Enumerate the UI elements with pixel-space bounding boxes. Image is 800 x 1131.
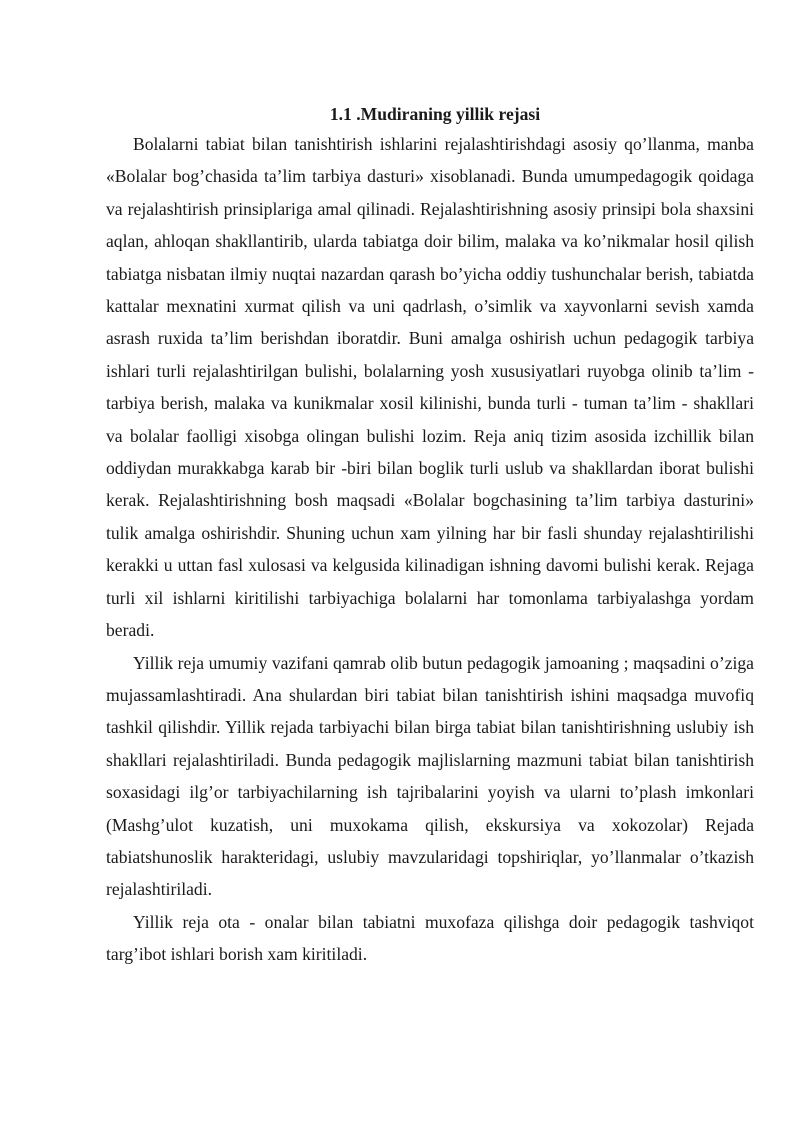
- section-title: 1.1 .Mudiraning yillik rejasi: [329, 104, 541, 124]
- paragraph-1: Bolalarni tabiat bilan tanishtirish ishlarini rejalashtirishdagi asosiy qo’llanma, manba «Bolalar bog’chasida ta’lim tarbiya dasturi» xisoblanadi. Bunda umumpedagogik qoidaga va rejalashtirish prinsiplariga amal qilinadi. Rejalashtirishning asosiy prinsipi bola shaxsini aqlan, ahloqan shakllantirib, ularda tabiatga doir bilim, malaka va ko’nikmalar hosil qilish tabiatga nisbatan ilmiy nuqtai nazardan qarash bo’yicha oddiy tushunchalar berish, tabiatda kattalar mexnatini xurmat qilish va uni qadrlash, o’simlik va xayvonlarni sevish xamda asrash ruxida ta’lim berishdan iboratdir. Buni amalga oshirish uchun pedagogik tarbiya ishlari turli rejalashtirilgan bulishi, bolalarning yosh xususiyatlari ruyobga olinib ta’lim - tarbiya berish, malaka va kunikmalar xosil kilinishi, bunda turli - tuman ta’lim - shakllari va bolalar faolligi xisobga olingan bulishi lozim. Reja aniq tizim asosida izchillik bilan oddiydan murakkabga karab bir -biri bilan boglik turli uslub va shakllardan iborat bulishi kerak. Rejalashtirishning bosh maqsadi «Bolalar bogchasining ta’lim tarbiya dasturini» tulik amalga oshirishdir. Shuning uchun xam yilning har bir fasli shunday rejalashtirilishi kerakki u uttan fasl xulosasi va kelgusida kilinadigan ishning davomi bulishi kerak. Rejaga turli xil ishlarni kiritilishi tarbiyachiga bolalarni har tomonlama tarbiyalashga yordam beradi.: [106, 134, 754, 641]
- document-body: [106, 100, 754, 971]
- paragraph-3: Yillik reja ota - onalar bilan tabiatni muxofaza qilishga doir pedagogik tashviqot targ’ibot ishlari borish xam kiritiladi.: [106, 911, 754, 965]
- paragraph-2: Yillik reja umumiy vazifani qamrab olib butun pedagogik jamoaning ; maqsadini o’ziga mujassamlashtiradi. Ana shulardan biri tabiat bilan tanishtirish ishini maqsadga muvofiq tashkil qilishdir. Yillik rejada tarbiyachi bilan birga tabiat bilan tanishtirishning uslubiy ish shakllari rejalashtiriladi. Bunda pedagogik majlislarning mazmuni tabiat bilan tanishtirish soxasidagi ilg’or tarbiyachilarning ish tajribalarini yoyish va ularni to’plash imkonlari (Mashg’ulot kuzatish, uni muxokama qilish, ekskursiya va xokozolar) Rejada tabiatshunoslik harakteridagi, uslubiy mavzularidagi topshiriqlar, yo’llanmalar o’tkazish rejalashtiriladi.: [106, 652, 754, 900]
